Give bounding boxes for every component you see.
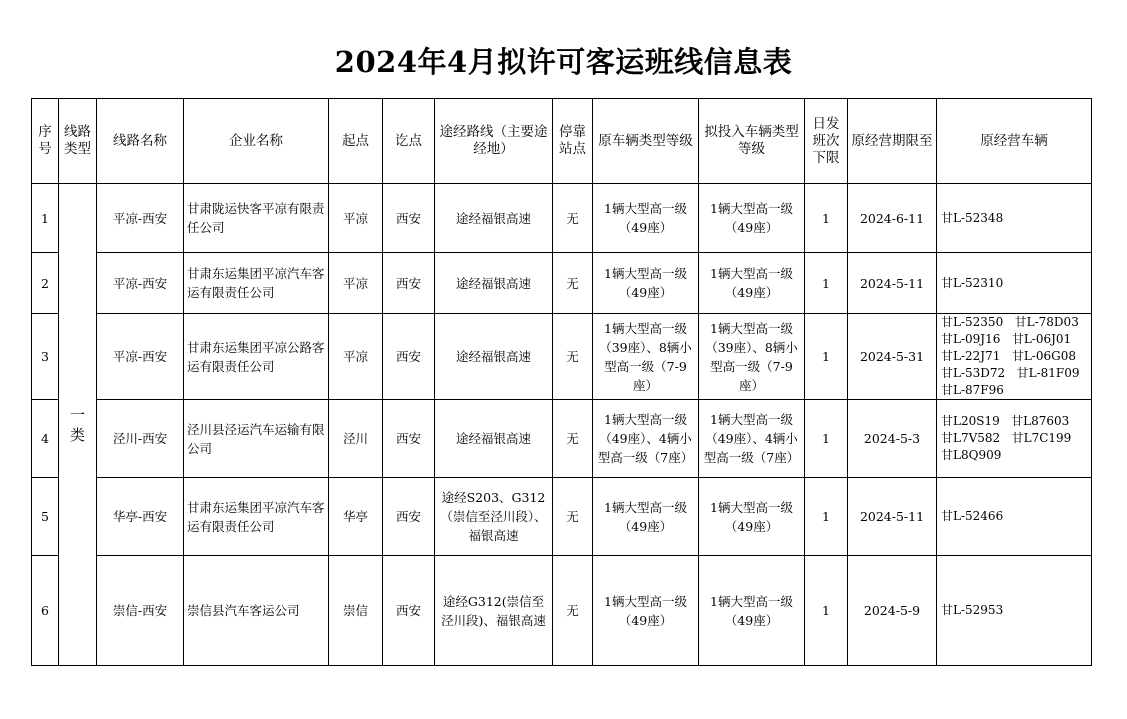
cell-seq: 2: [32, 253, 59, 314]
cell-destination: 西安: [383, 184, 435, 253]
route-info-table: [31, 98, 1092, 666]
cell-via: 途经S203、G312（崇信至泾川段）、福银高速: [435, 478, 553, 556]
cell-daily: 1: [805, 556, 848, 666]
cell-plates: 甘L-52953: [937, 556, 1092, 666]
cell-plates: 甘L20S19 甘L87603 甘L7V582 甘L7C199 甘L8Q909: [937, 400, 1092, 478]
table-row: [32, 556, 1092, 666]
cell-stops: 无: [553, 556, 593, 666]
cell-stops: 无: [553, 184, 593, 253]
cell-daily: 1: [805, 478, 848, 556]
cell-seq: 3: [32, 314, 59, 400]
header-term: 原经营期限至: [848, 99, 937, 184]
cell-new-vehicle: 1辆大型高一级（39座）、8辆小型高一级（7-9座）: [699, 314, 805, 400]
cell-destination: 西安: [383, 314, 435, 400]
cell-plates: 甘L-52350 甘L-78D03 甘L-09J16 甘L-06J01 甘L-22J71 甘L-06G08 甘L-53D72 甘L-81F09 甘L-87F96: [937, 314, 1092, 400]
header-stops: 停靠站点: [553, 99, 593, 184]
cell-orig-vehicle: 1辆大型高一级（39座）、8辆小型高一级（7-9座）: [593, 314, 699, 400]
header-orig-vehicle: 原车辆类型等级: [593, 99, 699, 184]
page-title: 2024年4月拟许可客运班线信息表: [334, 45, 793, 79]
header-company: 企业名称: [184, 99, 329, 184]
cell-seq: 6: [32, 556, 59, 666]
table-row: [32, 314, 1092, 400]
cell-stops: 无: [553, 253, 593, 314]
cell-plates: 甘L-52310: [937, 253, 1092, 314]
header-orig-plates: 原经营车辆: [937, 99, 1092, 184]
cell-new-vehicle: 1辆大型高一级（49座）、4辆小型高一级（7座）: [699, 400, 805, 478]
header-line-type: 线路类型: [59, 99, 97, 184]
cell-stops: 无: [553, 478, 593, 556]
cell-new-vehicle: 1辆大型高一级（49座）: [699, 556, 805, 666]
cell-orig-vehicle: 1辆大型高一级（49座）、4辆小型高一级（7座）: [593, 400, 699, 478]
cell-seq: 5: [32, 478, 59, 556]
cell-new-vehicle: 1辆大型高一级（49座）: [699, 184, 805, 253]
cell-via: 途经福银高速: [435, 400, 553, 478]
cell-orig-vehicle: 1辆大型高一级（49座）: [593, 556, 699, 666]
cell-stops: 无: [553, 400, 593, 478]
cell-route: 崇信-西安: [97, 556, 184, 666]
cell-company: 甘肃东运集团平凉汽车客运有限责任公司: [184, 253, 329, 314]
cell-company: 甘肃陇运快客平凉有限责任公司: [184, 184, 329, 253]
cell-route: 平凉-西安: [97, 314, 184, 400]
header-seq: 序号: [32, 99, 59, 184]
cell-plates: 甘L-52466: [937, 478, 1092, 556]
cell-term: 2024-5-31: [848, 314, 937, 400]
cell-plates: 甘L-52348: [937, 184, 1092, 253]
cell-new-vehicle: 1辆大型高一级（49座）: [699, 253, 805, 314]
cell-origin: 平凉: [329, 184, 383, 253]
cell-via: 途经福银高速: [435, 314, 553, 400]
cell-daily: 1: [805, 314, 848, 400]
header-route-name: 线路名称: [97, 99, 184, 184]
cell-route: 平凉-西安: [97, 184, 184, 253]
cell-line-type: [59, 184, 97, 666]
cell-origin: 平凉: [329, 253, 383, 314]
header-row: [32, 99, 1092, 184]
table-row: [32, 253, 1092, 314]
header-via: 途经路线（主要途经地）: [435, 99, 553, 184]
cell-destination: 西安: [383, 253, 435, 314]
cell-company: 泾川县泾运汽车运输有限公司: [184, 400, 329, 478]
cell-daily: 1: [805, 400, 848, 478]
cell-via: 途经G312(崇信至泾川段)、福银高速: [435, 556, 553, 666]
cell-origin: 泾川: [329, 400, 383, 478]
cell-destination: 西安: [383, 478, 435, 556]
cell-term: 2024-5-11: [848, 253, 937, 314]
cell-company: 甘肃东运集团平凉公路客运有限责任公司: [184, 314, 329, 400]
cell-origin: 华亭: [329, 478, 383, 556]
cell-orig-vehicle: 1辆大型高一级（49座）: [593, 253, 699, 314]
cell-term: 2024-5-3: [848, 400, 937, 478]
cell-destination: 西安: [383, 556, 435, 666]
cell-route: 泾川-西安: [97, 400, 184, 478]
cell-daily: 1: [805, 184, 848, 253]
cell-term: 2024-5-11: [848, 478, 937, 556]
cell-destination: 西安: [383, 400, 435, 478]
table-row: [32, 478, 1092, 556]
cell-orig-vehicle: 1辆大型高一级（49座）: [593, 184, 699, 253]
cell-company: 甘肃东运集团平凉汽车客运有限责任公司: [184, 478, 329, 556]
cell-orig-vehicle: 1辆大型高一级（49座）: [593, 478, 699, 556]
cell-route: 平凉-西安: [97, 253, 184, 314]
cell-seq: 1: [32, 184, 59, 253]
cell-term: 2024-6-11: [848, 184, 937, 253]
line-type-label: 一类: [69, 405, 85, 444]
cell-origin: 崇信: [329, 556, 383, 666]
header-origin: 起点: [329, 99, 383, 184]
table-row: [32, 184, 1092, 253]
cell-new-vehicle: 1辆大型高一级（49座）: [699, 478, 805, 556]
header-new-vehicle: 拟投入车辆类型等级: [699, 99, 805, 184]
cell-origin: 平凉: [329, 314, 383, 400]
cell-via: 途经福银高速: [435, 184, 553, 253]
header-daily-limit: 日发班次下限: [805, 99, 848, 184]
cell-seq: 4: [32, 400, 59, 478]
cell-daily: 1: [805, 253, 848, 314]
cell-via: 途经福银高速: [435, 253, 553, 314]
header-destination: 讫点: [383, 99, 435, 184]
cell-term: 2024-5-9: [848, 556, 937, 666]
cell-stops: 无: [553, 314, 593, 400]
table-row: [32, 400, 1092, 478]
cell-company: 崇信县汽车客运公司: [184, 556, 329, 666]
cell-route: 华亭-西安: [97, 478, 184, 556]
